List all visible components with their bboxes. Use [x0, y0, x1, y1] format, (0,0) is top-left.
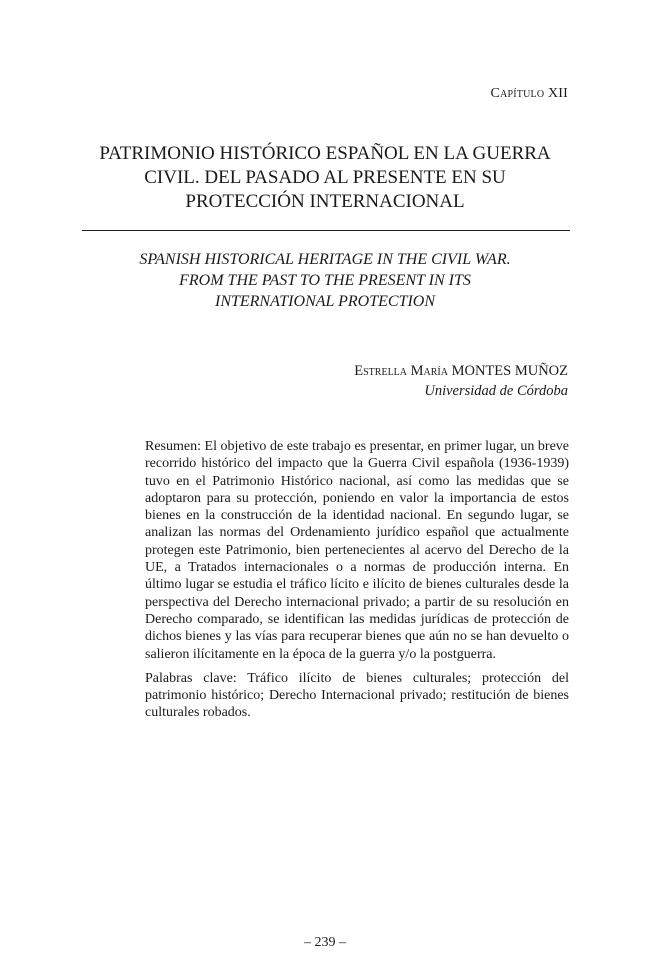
chapter-title-line: PATRIMONIO HISTÓRICO ESPAÑOL EN LA GUERRA [99, 143, 551, 164]
author-name: Estrella María MONTES MUÑOZ [354, 363, 568, 379]
chapter-title-line: CIVIL. DEL PASADO AL PRESENTE EN SU [144, 167, 506, 188]
english-title [82, 249, 568, 312]
author-affiliation: Universidad de Córdoba [424, 383, 568, 399]
chapter-title [82, 142, 568, 214]
keywords: Palabras clave: Tráfico ilícito de bienes culturales; protección del patrimonio histórico; Derecho Internacional privado; restitución de bienes culturales robados. [145, 670, 569, 721]
page-number: – 239 – [304, 935, 346, 950]
chapter-title-line: PROTECCIÓN INTERNACIONAL [185, 191, 465, 212]
english-title-line: SPANISH HISTORICAL HERITAGE IN THE CIVIL WAR. [139, 251, 511, 268]
title-divider [82, 230, 570, 231]
abstract-text: Resumen: El objetivo de este trabajo es presentar, en primer lugar, un breve recorrido histórico del impacto que la Guerra Civil española (1936-1939) tuvo en el Patrimonio Histórico nacional, así como las medidas que se adoptaron para su protección, poniendo en valor la importancia de estos bienes en la construcción de la identidad nacional. En segundo lugar, se analizan las normas del Ordenamiento jurídico español que actualmente protegen este Patrimonio, bien pertenecientes al acervo del Derecho de la UE, a Tratados internacionales o a normas de producción interna. En último lugar se estudia el tráfico lícito e ilícito de bienes culturales desde la perspectiva del Derecho internacional privado; a partir de su resolución en Derecho comparado, se identifican las medidas jurídicas de protección de dichos bienes y las vías para recuperar bienes que aún no se han devuelto o salieron ilícitamente en la época de la guerra y/o la postguerra. [145, 439, 569, 662]
english-title-line: FROM THE PAST TO THE PRESENT IN ITS [179, 272, 471, 289]
chapter-label: Capítulo XII [490, 86, 568, 101]
author-block [354, 361, 568, 401]
english-title-line: INTERNATIONAL PROTECTION [214, 293, 436, 310]
abstract [145, 438, 569, 722]
